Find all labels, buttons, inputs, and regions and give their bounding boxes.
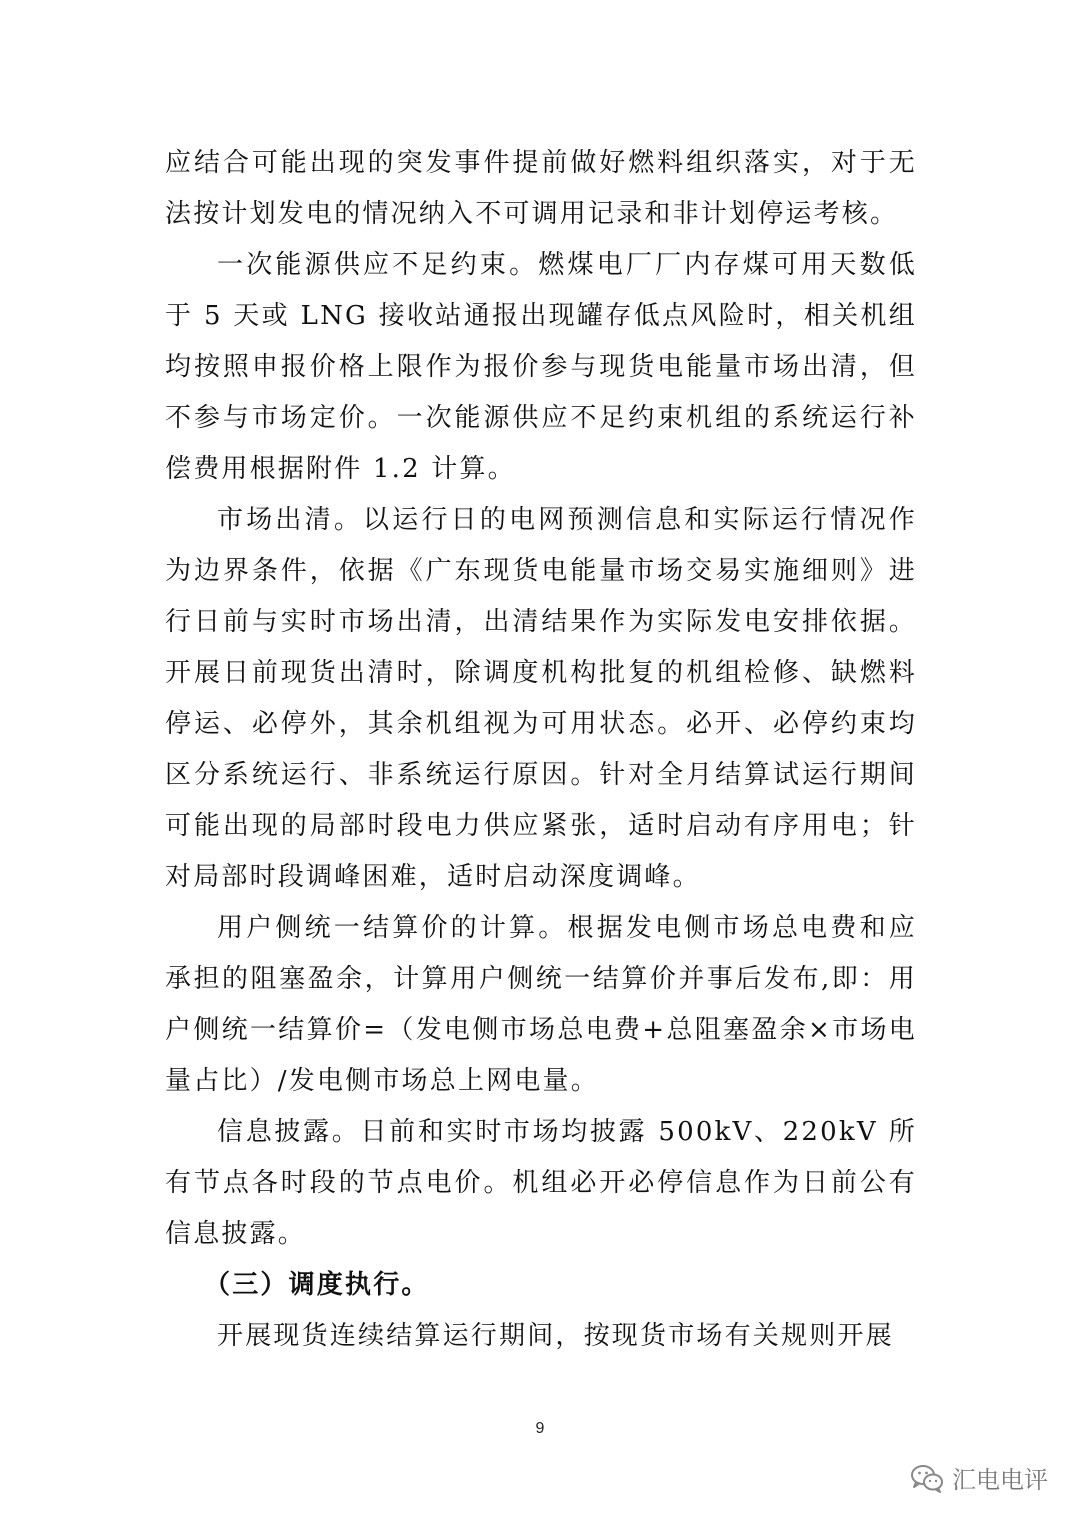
paragraph-market-clearing: 市场出清。以运行日的电网预测信息和实际运行情况作为边界条件，依据《广东现货电能量市场交易实施细则》进行日前与实时市场出清，出清结果作为实际发电安排依据。开展日前现货出清时，除调度机构批复的机组检修、缺燃料停运、必停外，其余机组视为可用状态。必开、必停约束均区分系统运行、非系统运行原因。针对全月结算试运行期间可能出现的局部时段电力供应紧张，适时启动有序用电；针对局部时段调峰困难，适时启动深度调峰。 xyxy=(165,505,917,892)
paragraph-dispatch-execution: 开展现货连续结算运行期间，按现货市场有关规则开展 xyxy=(217,1321,894,1351)
page-number: 9 xyxy=(535,1420,545,1437)
section-heading-dispatch-execution xyxy=(165,1260,917,1311)
section-heading-text: （三）调度执行。 xyxy=(204,1270,430,1300)
watermark-text: 汇电电评 xyxy=(952,1466,1048,1494)
paragraph-fuel-organization: 应结合可能出现的突发事件提前做好燃料组织落实，对于无法按计划发电的情况纳入不可调用记录和非计划停运考核。 xyxy=(165,148,917,229)
watermark xyxy=(910,1460,1048,1495)
paragraph-user-settlement-price: 用户侧统一结算价的计算。根据发电侧市场总电费和应承担的阻塞盈余，计算用户侧统一结算价并事后发布,即：用户侧统一结算价=（发电侧市场总电费+总阻塞盈余×市场电量占比）/发电侧市场总上网电量。 xyxy=(165,913,917,1096)
wechat-icon xyxy=(910,1463,944,1493)
paragraph-primary-energy-constraint: 一次能源供应不足约束。燃煤电厂厂内存煤可用天数低于 5 天或 LNG 接收站通报出现罐存低点风险时，相关机组均按照申报价格上限作为报价参与现货电能量市场出清，但不参与市场定价。一次能源供应不足约束机组的系统运行补偿费用根据附件 1.2 计算。 xyxy=(165,250,917,484)
document-body xyxy=(165,138,917,1362)
paragraph-information-disclosure: 信息披露。日前和实时市场均披露 500kV、220kV 所有节点各时段的节点电价。机组必开必停信息作为日前公有信息披露。 xyxy=(165,1117,917,1249)
